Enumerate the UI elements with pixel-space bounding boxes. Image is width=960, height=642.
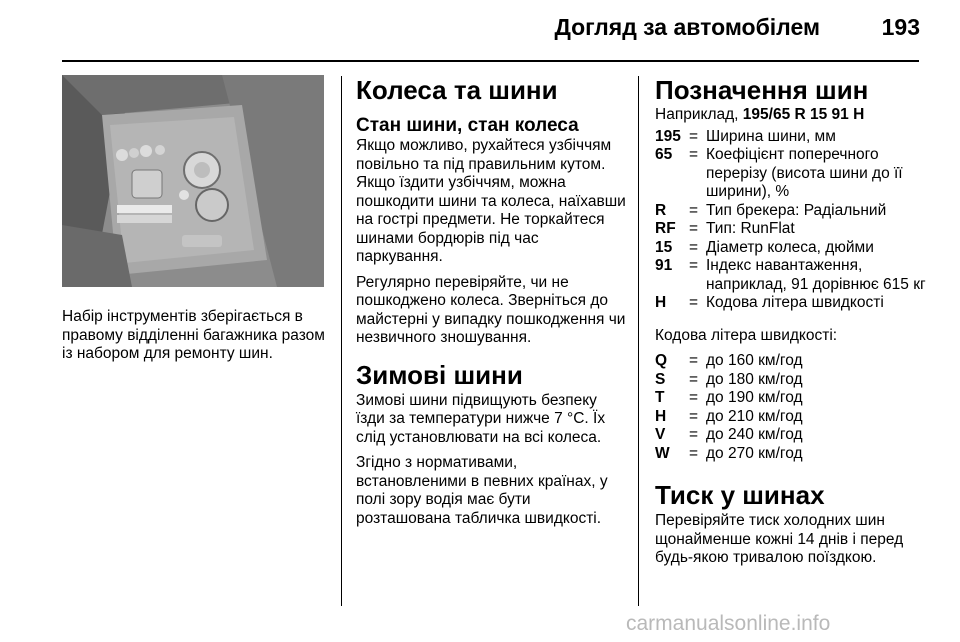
row-key: W (655, 444, 670, 462)
table-row (655, 128, 927, 147)
row-value: Діаметр колеса, дюйми (706, 238, 874, 256)
table-row (655, 445, 927, 464)
row-key: 15 (655, 238, 673, 256)
row-key: 195 (655, 127, 681, 145)
example-code: 195/65 R 15 91 H (742, 106, 865, 123)
row-key: V (655, 426, 666, 443)
row-value: Коефіцієнт поперечного перерізу (висота шини до її ширини), % (706, 146, 903, 200)
row-value: до 240 км/год (706, 426, 803, 443)
row-key: 91 (655, 257, 673, 274)
table-row (655, 257, 927, 294)
photo-caption: Набір інструментів зберігається в правому відділенні багажника разом із набором для ремонту шин. (62, 308, 325, 362)
paragraph: Якщо можливо, рухайтеся узбіччям повільно та під правильним кутом. Якщо їздити узбіччям, можна пошкодити шини та колеса, наїхавши на гострі предмети. Не торкайтеся шинами бордюрів під час паркування. (356, 137, 626, 265)
example-line (655, 106, 927, 125)
row-key: H (655, 294, 667, 311)
row-separator: = (689, 201, 699, 219)
row-separator: = (689, 444, 699, 462)
trunk-toolkit-illustration (62, 75, 324, 287)
paragraph: Зимові шини підвищують безпеку їзди за температури нижче 7 °C. Їх слід установлювати на всі колеса. (356, 391, 606, 446)
row-value: Ширина шини, мм (706, 127, 836, 145)
row-separator: = (689, 146, 699, 163)
speed-table (655, 352, 927, 463)
row-separator: = (689, 352, 699, 369)
row-key: Q (655, 352, 668, 369)
subheading-tyre-condition: Стан шини, стан колеса (356, 115, 579, 136)
row-value: Кодова літера швидкості (706, 294, 884, 311)
row-value: до 160 км/год (706, 352, 803, 369)
row-value: Тип брекера: Радіальний (706, 201, 887, 219)
section-heading-tyre-pressure: Тиск у шинах (655, 480, 825, 510)
row-key: T (655, 389, 665, 406)
chapter-title: Догляд за автомобілем (554, 14, 820, 40)
row-value: до 270 км/год (706, 444, 803, 462)
column-divider-1 (341, 76, 342, 606)
row-value: Індекс навантаження, наприклад, 91 дорівнює 615 кг (706, 257, 926, 293)
table-row (655, 352, 927, 371)
row-value: Тип: RunFlat (706, 220, 795, 237)
trunk-toolkit-photo (62, 75, 324, 287)
column-middle (356, 75, 628, 535)
designation-table (655, 128, 927, 313)
row-separator: = (689, 257, 699, 274)
header-divider (62, 60, 919, 62)
row-separator: = (689, 220, 699, 237)
example-prefix: Наприклад, (655, 106, 739, 123)
subheading-winter-tyres: Зимові шини (356, 359, 523, 390)
row-separator: = (689, 389, 699, 406)
row-value: до 210 км/год (706, 407, 803, 425)
paragraph: Регулярно перевіряйте, чи не пошкоджено колеса. Зверніться до майстерні у випадку пошкодження чи незвичного зношування. (356, 273, 626, 346)
row-key: H (655, 407, 667, 425)
row-value: до 180 км/год (706, 370, 803, 388)
paragraph: Згідно з нормативами, встановленими в певних країнах, у полі зору водія має бути розташована табличка швидкості. (356, 454, 608, 527)
row-separator: = (689, 127, 699, 145)
watermark: carmanualsonline.info (626, 612, 831, 635)
column-divider-2 (638, 76, 639, 606)
section-heading-wheels-tyres: Колеса та шини (356, 75, 558, 105)
row-key: RF (655, 220, 676, 237)
table-row (655, 294, 927, 313)
table-row (655, 239, 927, 258)
table-row (655, 202, 927, 221)
table-row (655, 426, 927, 445)
row-key: S (655, 370, 666, 388)
row-separator: = (689, 426, 699, 443)
speed-intro: Кодова літера швидкості: (655, 326, 838, 344)
row-key: 65 (655, 146, 673, 163)
table-row (655, 408, 927, 427)
column-right (655, 75, 927, 575)
row-separator: = (689, 294, 699, 311)
paragraph: Перевіряйте тиск холодних шин щонайменше кожні 14 днів і перед будь-якою тривалою поїздкою. (655, 512, 904, 566)
table-row (655, 389, 927, 408)
row-separator: = (689, 238, 699, 256)
table-row (655, 146, 927, 202)
row-key: R (655, 201, 667, 219)
row-separator: = (689, 370, 699, 388)
column-left (62, 75, 332, 364)
section-heading-tyre-designations: Позначення шин (655, 75, 869, 105)
page-number: 193 (881, 14, 920, 40)
table-row (655, 371, 927, 390)
table-row (655, 220, 927, 239)
row-value: до 190 км/год (706, 389, 803, 406)
row-separator: = (689, 407, 699, 425)
